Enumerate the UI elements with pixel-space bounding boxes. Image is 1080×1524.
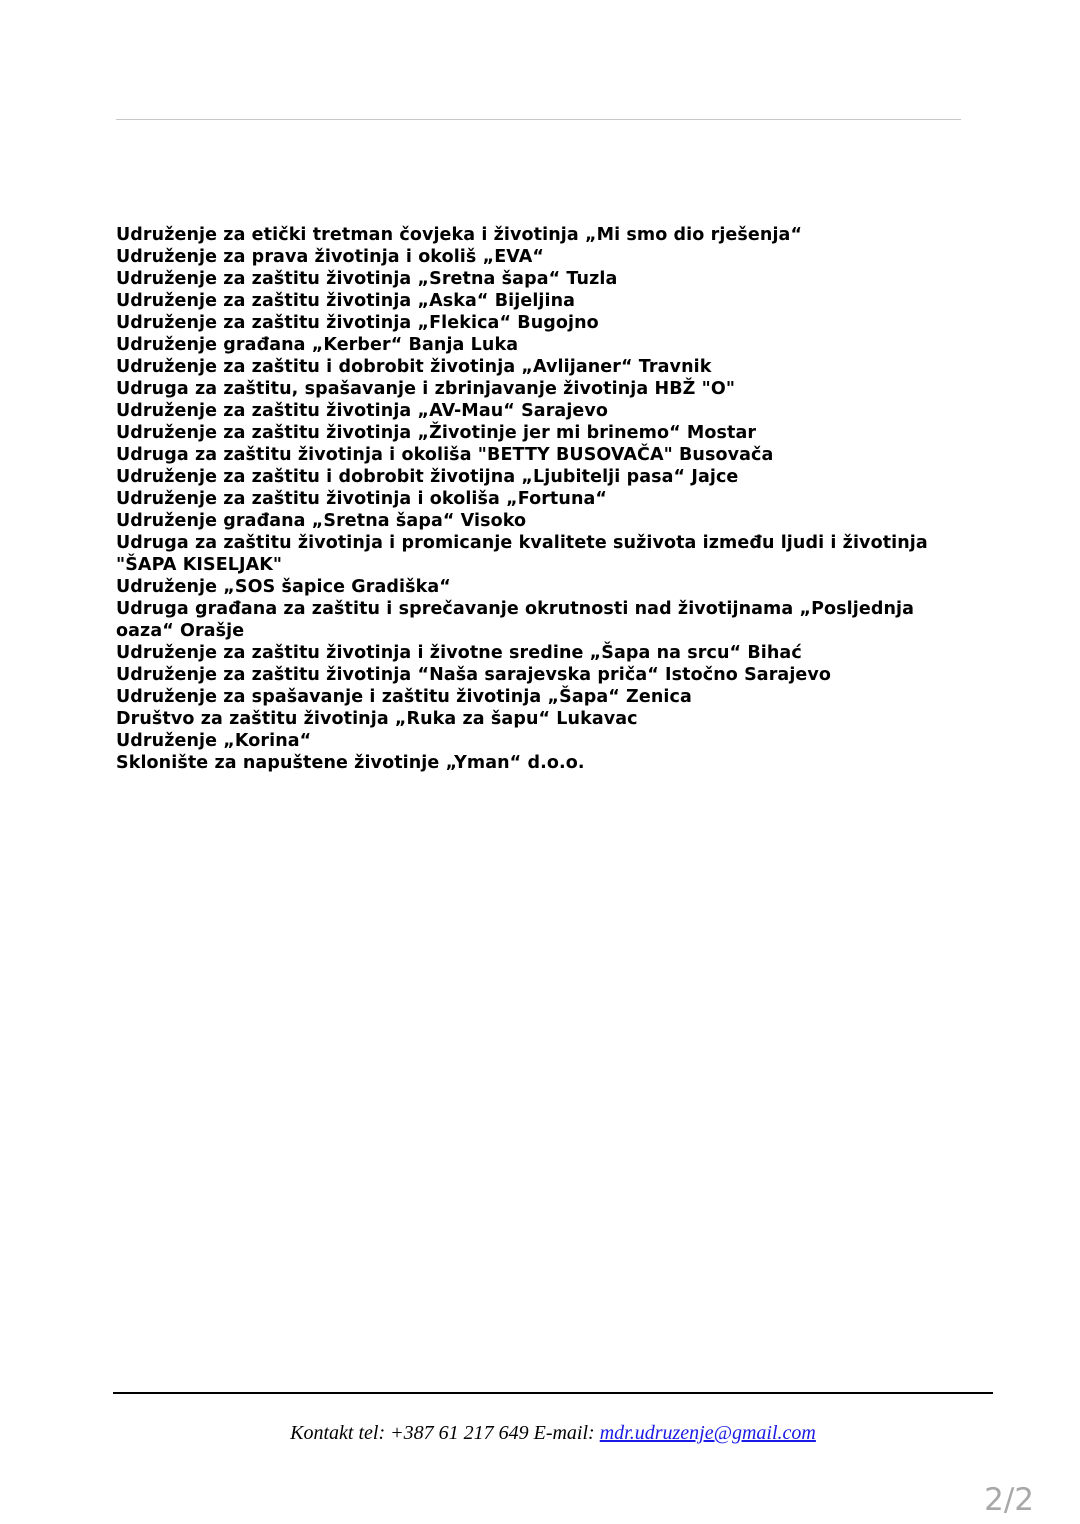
list-item: Sklonište za napuštene životinje „Yman“ d.o.o. <box>116 753 585 773</box>
footer-contact <box>0 1419 1080 1447</box>
page-indicator: 2/2 <box>984 1482 1034 1518</box>
list-item: Udruga građana za zaštitu i sprečavanje okrutnosti nad životijnama „Posljednja oaza“ Orašje <box>116 599 915 641</box>
list-item: Udruženje za zaštitu životinja i okoliša „Fortuna“ <box>116 489 608 509</box>
list-item: Udruženje za zaštitu životinja “Naša sarajevska priča“ Istočno Sarajevo <box>116 665 832 685</box>
list-item: Udruženje za zaštitu životinja „Flekica“ Bugojno <box>116 313 599 333</box>
list-item: Udruga za zaštitu, spašavanje i zbrinjavanje životinja HBŽ "O" <box>116 379 736 399</box>
email-link[interactable]: mdr.udruzenje@gmail.com <box>599 1422 816 1444</box>
list-item: Udruženje za zaštitu životinja i životne sredine „Šapa na srcu“ Bihać <box>116 643 802 663</box>
contact-text: Kontakt tel: +387 61 217 649 E-mail: <box>290 1422 600 1444</box>
organization-list <box>116 224 966 774</box>
list-item: Udruženje „Korina“ <box>116 731 312 751</box>
list-item: Udruženje za zaštitu i dobrobit životinja „Avlijaner“ Travnik <box>116 357 712 377</box>
list-item: Društvo za zaštitu životinja „Ruka za šapu“ Lukavac <box>116 709 638 729</box>
list-item: Udruženje za zaštitu i dobrobit životijna „Ljubitelji pasa“ Jajce <box>116 467 739 487</box>
list-item: Udruženje građana „Kerber“ Banja Luka <box>116 335 519 355</box>
list-item: Udruženje za zaštitu životinja „AV-Mau“ Sarajevo <box>116 401 609 421</box>
list-item: Udruženje „SOS šapice Gradiška“ <box>116 577 451 597</box>
list-item: Udruženje za etički tretman čovjeka i životinja „Mi smo dio rješenja“ <box>116 225 803 245</box>
list-item: Udruga za zaštitu životinja i okoliša "BETTY BUSOVAČA" Busovača <box>116 445 774 465</box>
list-item: Udruga za zaštitu životinja i promicanje kvalitete suživota između ljudi i životinja "ŠAPA KISELJAK" <box>116 533 928 575</box>
list-item: Udruženje za spašavanje i zaštitu životinja „Šapa“ Zenica <box>116 687 692 707</box>
list-item: Udruženje za zaštitu životinja „Sretna šapa“ Tuzla <box>116 269 618 289</box>
header-divider <box>116 119 961 120</box>
list-item: Udruženje za zaštitu životinja „Aska“ Bijeljina <box>116 291 576 311</box>
list-item: Udruženje građana „Sretna šapa“ Visoko <box>116 511 527 531</box>
list-item: Udruženje za zaštitu životinja „Životinje jer mi brinemo“ Mostar <box>116 423 757 443</box>
list-item: Udruženje za prava životinja i okoliš „EVA“ <box>116 247 544 267</box>
footer-divider <box>113 1392 993 1394</box>
